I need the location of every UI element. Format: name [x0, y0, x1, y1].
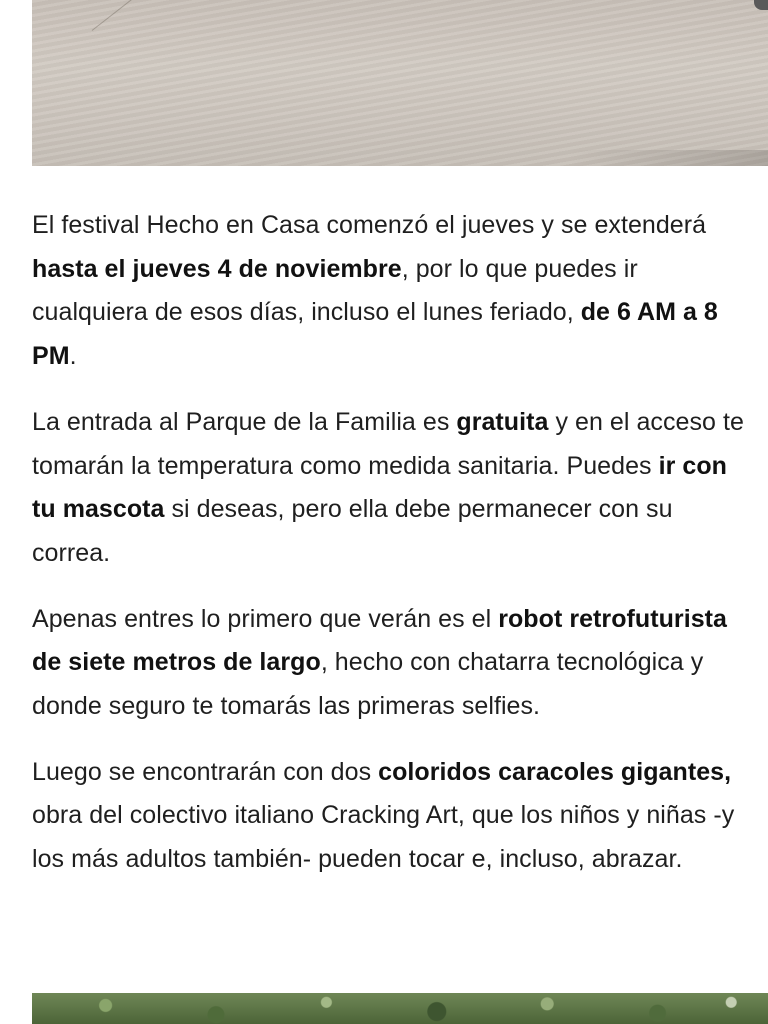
- photo-crack-detail: [92, 0, 266, 31]
- bold-text-segment: coloridos caracoles gigantes,: [378, 757, 732, 786]
- bottom-photo: [32, 993, 768, 1024]
- bold-text-segment: robot retrofuturista de siete metros de largo: [32, 604, 727, 677]
- bold-text-segment: hasta el jueves 4 de noviembre: [32, 254, 402, 283]
- text-segment: .: [69, 342, 77, 371]
- text-segment: y en el acceso te tomarán la temperatura como medida sanitaria. Puedes: [32, 407, 744, 480]
- text-segment: si deseas, pero ella debe permanecer con su correa.: [32, 495, 673, 567]
- paragraph-3: [32, 598, 752, 729]
- text-segment: Luego se encontrarán con dos: [32, 757, 379, 786]
- text-segment: El festival Hecho en Casa comenzó el jueves y se extenderá: [32, 211, 707, 239]
- bold-text-segment: de 6 AM a 8 PM: [32, 298, 718, 371]
- article-body: [32, 204, 752, 904]
- top-photo: [32, 0, 768, 166]
- text-segment: , hecho con chatarra tecnológica y donde seguro te tomarás las primeras selfies.: [32, 648, 704, 721]
- text-segment: obra del colectivo italiano Cracking Art, que los niños y niñas -y los más adultos también- pueden tocar e, incluso, abrazar.: [32, 801, 735, 874]
- text-segment: Apenas entres lo primero que verán es el: [32, 604, 499, 633]
- paragraph-2: [32, 401, 752, 576]
- bold-text-segment: gratuita: [456, 407, 549, 436]
- paragraph-1: [32, 204, 752, 379]
- text-segment: La entrada al Parque de la Familia es: [32, 407, 457, 436]
- bold-text-segment: ir con tu mascota: [32, 451, 727, 524]
- photo-dark-object: [754, 0, 768, 10]
- text-segment: , por lo que puedes ir cualquiera de esos días, incluso el lunes feriado,: [32, 254, 638, 327]
- paragraph-4: [32, 751, 752, 882]
- photo-shadow-edge: [568, 150, 768, 166]
